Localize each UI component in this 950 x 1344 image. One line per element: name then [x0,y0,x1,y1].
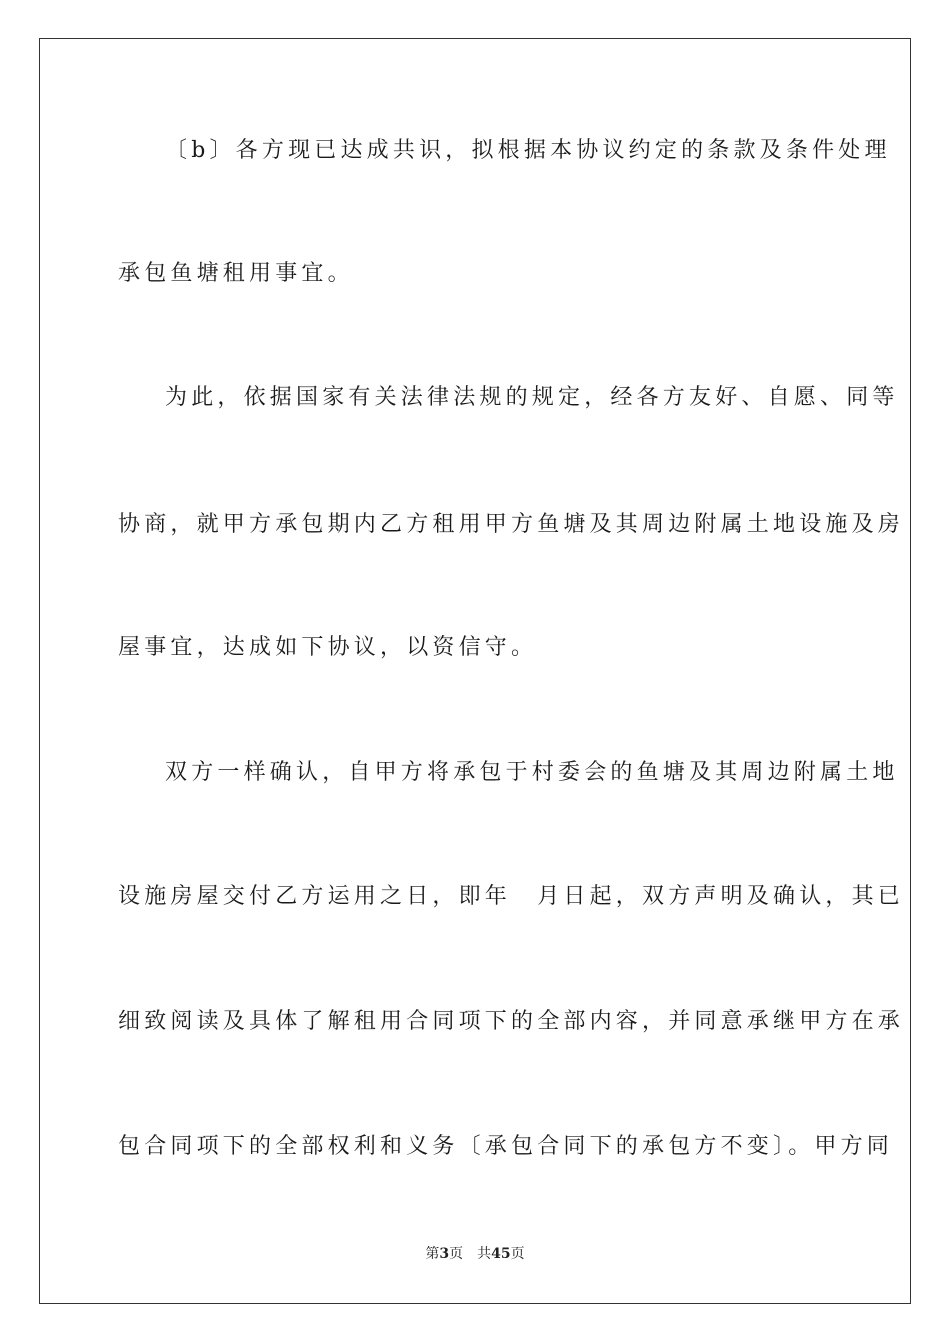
text-line-8: 细致阅读及具体了解租用合同项下的全部内容，并同意承继甲方在承 [118,1009,905,1034]
page-suffix: 页 [449,1246,464,1262]
text-line-2: 承包鱼塘租用事宜。 [118,261,354,286]
page-border [39,38,911,1304]
current-page-number: 3 [439,1246,450,1262]
text-line-3: 为此，依据国家有关法律法规的规定，经各方友好、自愿、同等 [165,385,899,410]
text-line-7: 设施房屋交付乙方运用之日，即年 月日起，双方声明及确认，其已 [118,884,905,909]
page-prefix: 第 [425,1246,440,1262]
text-line-6: 双方一样确认，自甲方将承包于村委会的鱼塘及其周边附属土地 [165,760,899,785]
page-footer [0,1245,950,1263]
text-line-1: 〔b〕各方现已达成共识，拟根据本协议约定的条款及条件处理 [165,138,891,163]
text-line-9: 包合同项下的全部权利和义务〔承包合同下的承包方不变〕。甲方同 [118,1134,894,1159]
text-line-4: 协商，就甲方承包期内乙方租用甲方鱼塘及其周边附属土地设施及房 [118,512,905,537]
text-line-5: 屋事宜，达成如下协议，以资信守。 [118,635,538,660]
total-pages-number: 45 [491,1246,511,1262]
total-prefix: 共 [477,1246,492,1262]
total-suffix: 页 [510,1246,525,1262]
